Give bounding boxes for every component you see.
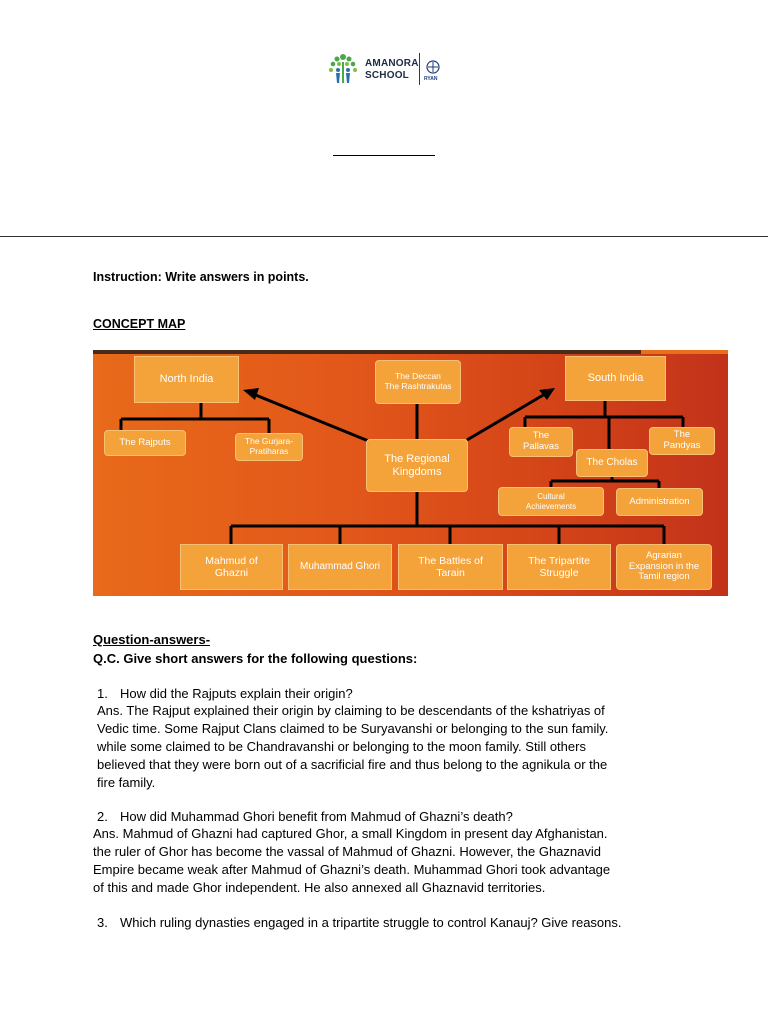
node-mahmud-of-ghazni: Mahmud of Ghazni bbox=[180, 544, 283, 590]
answer-line: fire family. bbox=[97, 775, 156, 790]
answer-line: Vedic time. Some Rajput Clans claimed to be Suryavanshi or belonging to the sun family. bbox=[97, 721, 609, 736]
answer-1 bbox=[97, 702, 608, 792]
node-administration: Administration bbox=[616, 488, 703, 516]
question-text: Which ruling dynasties engaged in a tripartite struggle to control Kanauj? Give reasons. bbox=[120, 915, 622, 930]
answer-line: believed that they were born out of a sacrificial fire and thus belong to the agnikula or the bbox=[97, 757, 608, 772]
node-gurjara-pratiharas: The Gurjara- Pratiharas bbox=[235, 433, 303, 461]
answer-2 bbox=[93, 825, 610, 897]
node-rajputs: The Rajputs bbox=[104, 430, 186, 456]
answer-line: while some claimed to be Chandravanshi or belonging to the moon family. Still others bbox=[97, 739, 586, 754]
question-number: 3. bbox=[97, 915, 108, 930]
question-number: 1. bbox=[97, 686, 108, 701]
concept-map-heading: CONCEPT MAP bbox=[93, 317, 186, 331]
tree-people-icon bbox=[325, 50, 361, 86]
school-name: AMANORA SCHOOL bbox=[365, 58, 419, 81]
question-text: How did Muhammad Ghori benefit from Mahmud of Ghazni’s death? bbox=[120, 809, 513, 824]
section-divider bbox=[0, 236, 768, 237]
answer-line: the ruler of Ghor has become the vassal of Mahmud of Ghazni. However, the Ghaznavid bbox=[93, 844, 601, 859]
question-number: 2. bbox=[97, 809, 108, 824]
question-text: How did the Rajputs explain their origin? bbox=[120, 686, 353, 701]
node-pandyas: The Pandyas bbox=[649, 427, 715, 455]
ryan-label: RYAN bbox=[424, 76, 438, 82]
node-cultural-achievements: Cultural Achievements bbox=[498, 487, 604, 516]
node-cholas: The Cholas bbox=[576, 449, 648, 477]
node-south-india: South India bbox=[565, 356, 666, 401]
node-north-india: North India bbox=[134, 356, 239, 403]
node-battles-of-tarain: The Battles of Tarain bbox=[398, 544, 503, 590]
answer-line: Empire became weak after Mahmud of Ghazni’s death. Muhammad Ghori took advantage bbox=[93, 862, 611, 877]
school-logo bbox=[325, 50, 450, 88]
node-pallavas: The Pallavas bbox=[509, 427, 573, 457]
qc-section-title: Q.C. Give short answers for the following questions: bbox=[93, 651, 418, 666]
instruction-text: Instruction: Write answers in points. bbox=[93, 270, 309, 284]
title-underline bbox=[333, 155, 435, 156]
node-deccan: The Deccan The Rashtrakutas bbox=[375, 360, 461, 404]
answer-line: of this and made Ghor independent. He also annexed all Ghaznavid territories. bbox=[93, 880, 546, 895]
node-tripartite-struggle: The Tripartite Struggle bbox=[507, 544, 611, 590]
answer-line: Ans. Mahmud of Ghazni had captured Ghor, a small Kingdom in present day Afghanistan. bbox=[93, 826, 608, 841]
node-muhammad-ghori: Muhammad Ghori bbox=[288, 544, 392, 590]
question-1 bbox=[97, 686, 353, 701]
answer-line: Ans. The Rajput explained their origin by claiming to be descendants of the kshatriyas of bbox=[97, 703, 605, 718]
question-2 bbox=[97, 809, 513, 824]
qa-heading: Question-answers- bbox=[93, 632, 211, 647]
node-regional-kingdoms: The Regional Kingdoms bbox=[366, 439, 468, 492]
logo-divider bbox=[419, 53, 420, 85]
question-3 bbox=[97, 915, 622, 930]
node-agrarian-expansion: Agrarian Expansion in the Tamil region bbox=[616, 544, 712, 590]
concept-map bbox=[93, 350, 728, 596]
